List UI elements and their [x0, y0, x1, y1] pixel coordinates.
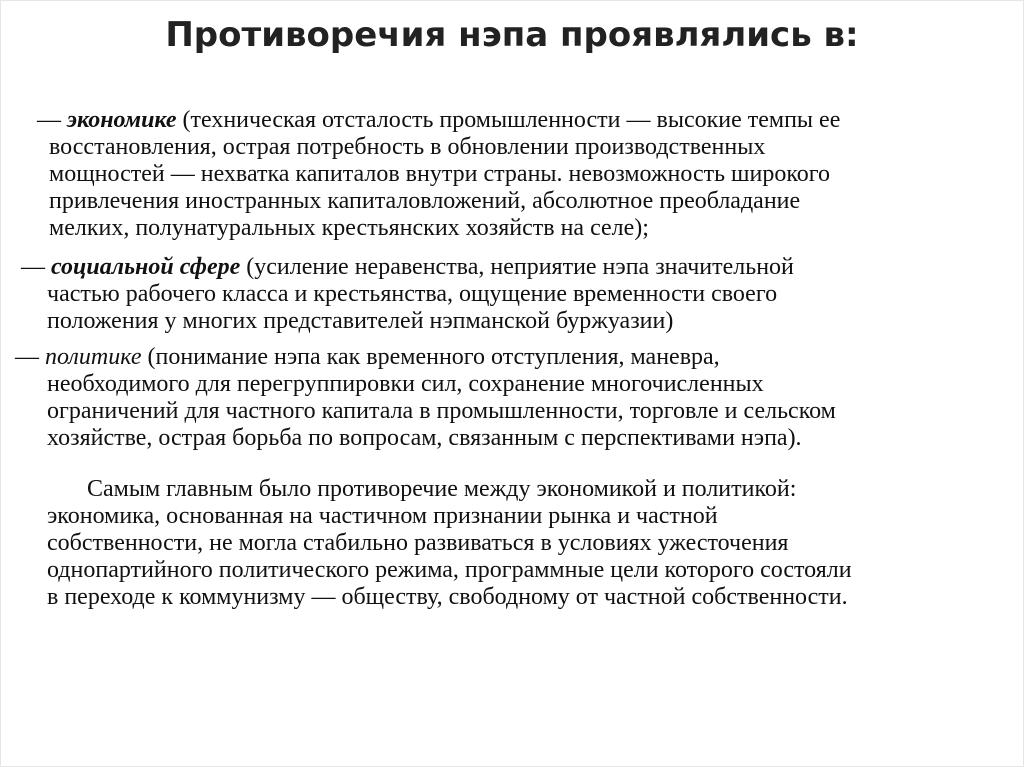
- paragraph-text: (усиление неравенства, неприятие нэпа значительной: [246, 254, 794, 280]
- paragraph-line: мощностей — нехватка капиталов внутри страны. невозможность широкого: [49, 161, 831, 187]
- paragraph-line: восстановления, острая потребность в обновлении производственных: [49, 134, 766, 160]
- paragraph-line: положения у многих представителей нэпманской буржуазии): [47, 308, 674, 334]
- paragraph-line: экономика, основанная на частичном признании рынка и частной: [47, 503, 718, 529]
- key-term-politics: политике: [45, 344, 142, 370]
- paragraph-first-line: [15, 344, 1015, 371]
- dash: —: [15, 344, 39, 370]
- paragraph-line: в переходе к коммунизму — обществу, свободному от частной собственности.: [47, 584, 848, 610]
- paragraph-line: Самым главным было противоречие между экономикой и политикой:: [87, 476, 797, 502]
- key-term-social: социальной сфере: [51, 254, 241, 280]
- paragraph-text: (техническая отсталость промышленности — высокие темпы ее: [182, 107, 841, 133]
- paragraph-line: однопартийного политического режима, программные цели которого состояли: [47, 557, 852, 583]
- paragraph-text: (понимание нэпа как временного отступления, маневра,: [147, 344, 720, 370]
- paragraph-economy: [37, 107, 1012, 242]
- slide-title: Противоречия нэпа проявлялись в:: [165, 15, 859, 55]
- paragraph-conclusion: [47, 476, 1017, 611]
- paragraph-line: мелких, полунатуральных крестьянских хозяйств на селе);: [49, 215, 649, 241]
- paragraph-line: хозяйстве, острая борьба по вопросам, связанным с перспективами нэпа).: [47, 425, 802, 451]
- key-term-economy: экономике: [67, 107, 177, 133]
- paragraph-line: собственности, не могла стабильно развиваться в условиях ужесточения: [47, 530, 789, 556]
- paragraph-first-line: [21, 254, 1016, 281]
- paragraph-line: ограничений для частного капитала в промышленности, торговле и сельском: [47, 398, 836, 424]
- paragraph-social: [21, 254, 1016, 335]
- paragraph-politics: [15, 344, 1015, 452]
- paragraph-line: необходимого для перегруппировки сил, сохранение многочисленных: [47, 371, 764, 397]
- paragraph-first-line: [37, 107, 1012, 134]
- dash: —: [21, 254, 45, 280]
- paragraph-line: частью рабочего класса и крестьянства, ощущение временности своего: [47, 281, 778, 307]
- paragraph-line: привлечения иностранных капиталовложений, абсолютное преобладание: [49, 188, 801, 214]
- dash: —: [37, 107, 61, 133]
